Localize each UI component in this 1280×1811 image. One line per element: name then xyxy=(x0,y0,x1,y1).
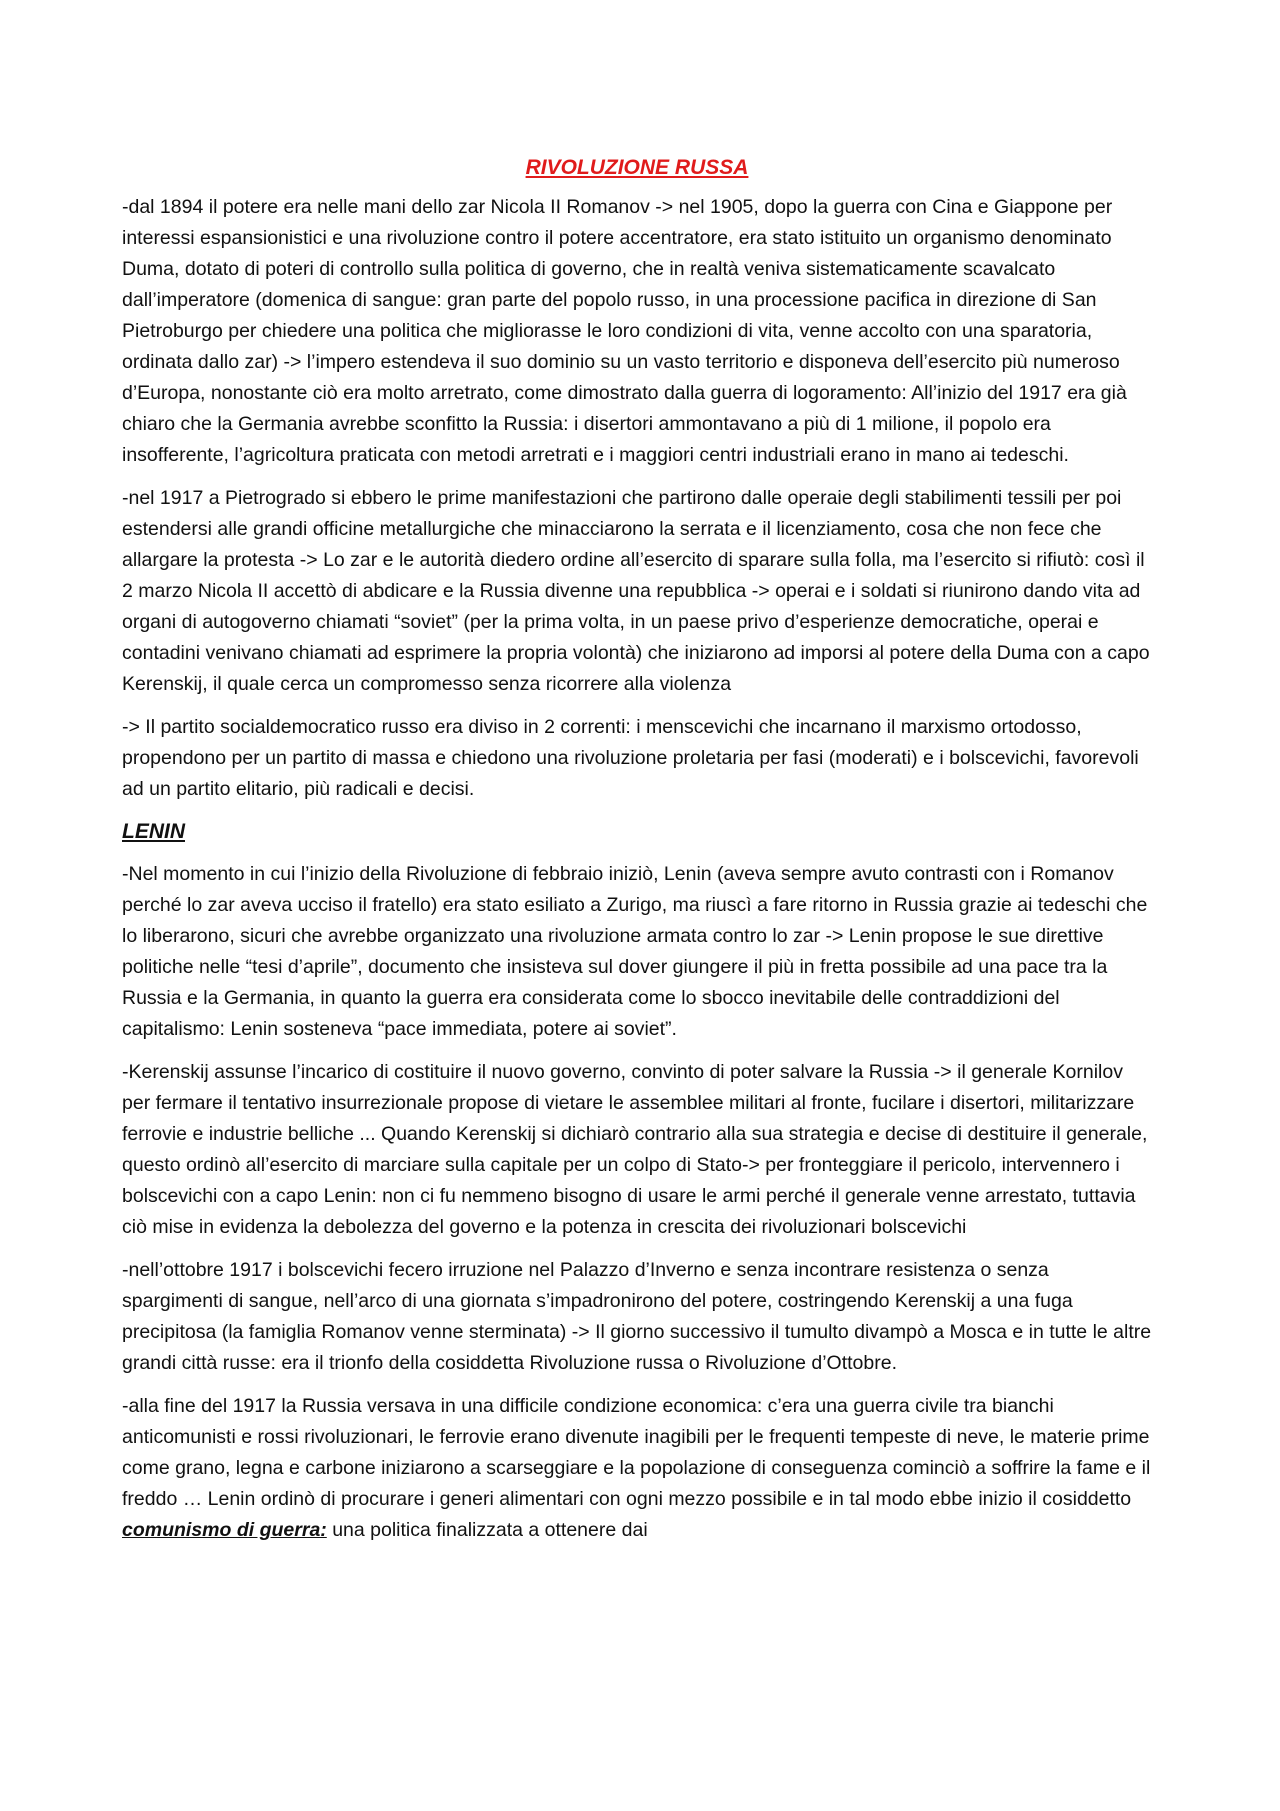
paragraph-october-revolution: -nell’ottobre 1917 i bolscevichi fecero irruzione nel Palazzo d’Inverno e senza incontrare resistenza o senza spargimenti di sangue, nell’arco di una giornata s’impadronirono del potere, costringendo Kerenskij a una fuga precipitosa (la famiglia Romanov venne sterminata) -> Il giorno successivo il tumulto divampò a Mosca e in tutte le altre grandi città russe: era il trionfo della cosiddetta Rivoluzione russa o Rivoluzione d’Ottobre. xyxy=(122,1259,1152,1374)
document-title: RIVOLUZIONE RUSSA xyxy=(525,156,749,179)
paragraph-february-revolution: -nel 1917 a Pietrogrado si ebbero le prime manifestazioni che partirono dalle operaie degli stabilimenti tessili per poi estendersi alle grandi officine metallurgiche che minacciarono la serrata e il licenziamento, cosa che non fece che allargare la protesta -> Lo zar e le autorità diedero ordine all’esercito di sparare sulla folla, ma l’esercito si rifiutò: così il 2 marzo Nicola II accettò di abdicare e la Russia divenne una repubblica -> operai e i soldati si riunirono dando vita ad organi di autogoverno chiamati “soviet” (per la prima volta, in un paese privo d’esperienze democratiche, operai e contadini venivano chiamati ad esprimere la propria volontà) che iniziarono ad imporsi al potere della Duma con a capo Kerenskij, il quale cerca un compromesso senza ricorrere alla violenza xyxy=(122,487,1150,695)
war-communism-text-end: una politica finalizzata a ottenere dai xyxy=(326,1519,648,1541)
war-communism-text-start: -alla fine del 1917 la Russia versava in una difficile condizione economica: c’era una guerra civile tra bianchi anticomunisti e rossi rivoluzionari, le ferrovie erano divenute inagibili per le frequenti tempeste di neve, le materie prime come grano, legna e carbone iniziarono a scarseggiare e la popolazione di conseguenza cominciò a soffrire la fame e il freddo … Lenin ordinò di procurare i generi alimentari con ogni mezzo possibile e in tal modo ebbe inizio il cosiddetto xyxy=(122,1395,1151,1510)
paragraph-kornilov: -Kerenskij assunse l’incarico di costituire il nuovo governo, convinto di poter salvare la Russia -> il generale Kornilov per fermare il tentativo insurrezionale propose di vietare le assemblee militari al fronte, fucilare i disertori, militarizzare ferrovie e industrie belliche ... Quando Kerenskij si dichiarò contrario alla sua strategia e decise di destituire il generale, questo ordinò all’esercito di marciare sulla capitale per un colpo di Stato-> per fronteggiare il pericolo, intervennero i bolscevichi con a capo Lenin: non ci fu nemmeno bisogno di usare le armi perché il generale venne arrestato, tuttavia ciò mise in evidenza la debolezza del governo e la potenza in crescita dei rivoluzionari bolscevichi xyxy=(122,1061,1148,1238)
paragraph-social-democratic-party: -> Il partito socialdemocratico russo era diviso in 2 correnti: i menscevichi che incarnano il marxismo ortodosso, propendono per un partito di massa e chiedono una rivoluzione proletaria per fasi (moderati) e i bolscevichi, favorevoli ad un partito elitario, più radicali e decisi. xyxy=(122,716,1139,800)
war-communism-term: comunismo di guerra: xyxy=(122,1519,327,1541)
paragraph-april-theses: -Nel momento in cui l’inizio della Rivoluzione di febbraio iniziò, Lenin (aveva sempre avuto contrasti con i Romanov perché lo zar aveva ucciso il fratello) era stato esiliato a Zurigo, ma riuscì a fare ritorno in Russia grazie ai tedeschi che lo liberarono, sicuri che avrebbe organizzato una rivoluzione armata contro lo zar -> Lenin propose le sue direttive politiche nelle “tesi d’aprile”, documento che insisteva sul dover giungere il più in fretta possibile ad una pace tra la Russia e la Germania, in quanto la guerra era considerata come lo sbocco inevitabile delle contraddizioni del capitalismo: Lenin sosteneva “pace immediata, potere ai soviet”. xyxy=(122,863,1148,1040)
section-heading-lenin: LENIN xyxy=(122,820,185,843)
paragraph-war-communism xyxy=(122,1391,1152,1546)
paragraph-duma: -dal 1894 il potere era nelle mani dello zar Nicola II Romanov -> nel 1905, dopo la guerra con Cina e Giappone per interessi espansionistici e una rivoluzione contro il potere accentratore, era stato istituito un organismo denominato Duma, dotato di poteri di controllo sulla politica di governo, che in realtà veniva sistematicamente scavalcato dall’imperatore (domenica di sangue: gran parte del popolo russo, in una processione pacifica in direzione di San Pietroburgo per chiedere una politica che migliorasse le loro condizioni di vita, venne accolto con una sparatoria, ordinata dallo zar) -> l’impero estendeva il suo dominio su un vasto territorio e disponeva dell’esercito più numeroso d’Europa, nonostante ciò era molto arretrato, come dimostrato dalla guerra di logoramento: All’inizio del 1917 era già chiaro che la Germania avrebbe sconfitto la Russia: i disertori ammontavano a più di 1 milione, il popolo era insofferente, l’agricoltura praticata con metodi arretrati e i maggiori centri industriali erano in mano ai tedeschi. xyxy=(122,196,1127,466)
